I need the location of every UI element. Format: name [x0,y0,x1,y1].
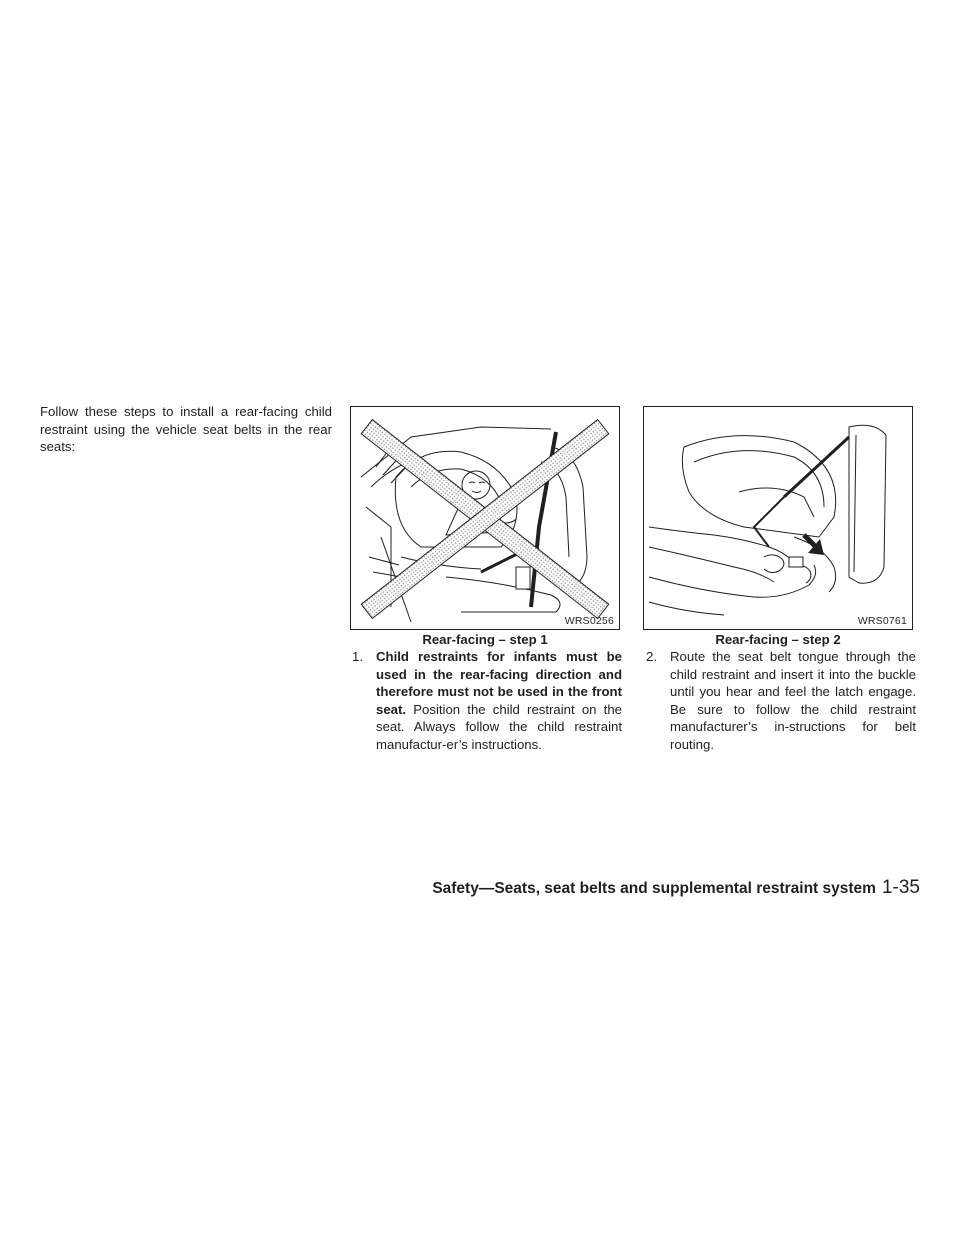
figure-rear-facing-step-1 [350,406,620,630]
figure-caption: Rear-facing – step 2 [715,632,841,647]
step-1 [352,648,622,753]
step-lead-warning: Child restraints for infants must be used in the rear-facing direction and therefore must not be used in the front seat. [376,649,622,717]
page-footer [432,877,920,899]
figure-code: WRS0761 [857,615,907,627]
figure-code: WRS0256 [564,615,614,627]
page-number: 1-35 [881,877,920,898]
arrow-down-icon [804,535,824,555]
prohibited-front-seat-installation-illustration [351,407,619,629]
step-number: 1. [352,649,363,664]
step-number: 2. [646,649,657,664]
section-title: Safety—Seats, seat belts and supplemental restraint system [432,880,876,897]
intro-paragraph: Follow these steps to install a rear-facing child restraint using the vehicle seat belts in the rear seats: [40,404,332,454]
step-text: Route the seat belt tongue through the child restraint and insert it into the buckle until you hear and feel the latch engage. Be sure to follow the child restraint manufacturer’s in-structions for belt routing. [670,649,916,752]
step-2 [646,648,916,753]
figure-rear-facing-step-2 [643,406,913,630]
step-text: Position the child restraint on the seat. Always follow the child restraint manufactur-er’s instructions. [376,701,622,752]
figure-caption: Rear-facing – step 1 [422,632,548,647]
belt-buckle-latching-illustration [644,407,912,629]
